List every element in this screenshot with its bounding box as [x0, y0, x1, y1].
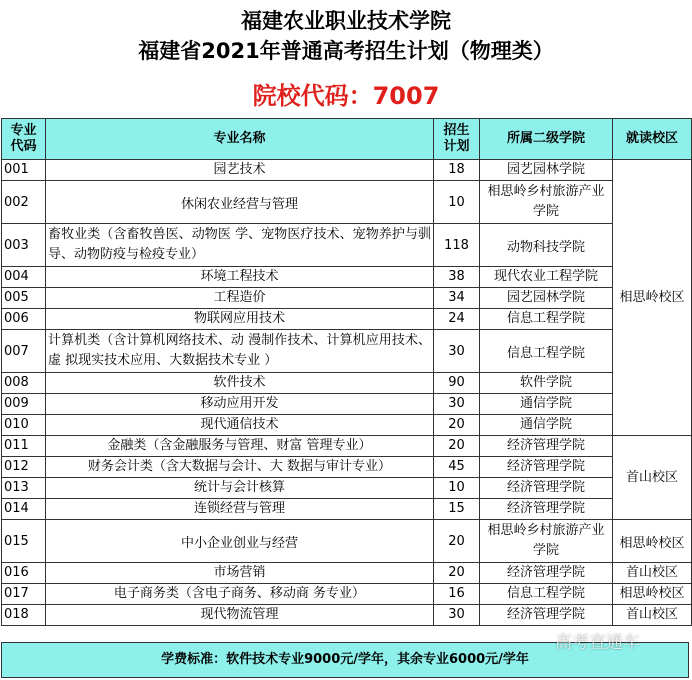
row-college: 信息工程学院	[480, 584, 613, 605]
row-code: 018	[2, 605, 46, 626]
table-row	[2, 309, 692, 330]
row-college: 相思岭乡村旅游产业学院	[480, 181, 613, 224]
row-quota: 18	[434, 160, 480, 181]
row-code: 015	[2, 520, 46, 563]
row-name: 现代物流管理	[46, 605, 434, 626]
row-quota: 38	[434, 267, 480, 288]
row-college: 信息工程学院	[480, 330, 613, 373]
row-name: 现代通信技术	[46, 415, 434, 436]
row-code: 004	[2, 267, 46, 288]
row-code: 011	[2, 436, 46, 457]
row-college: 经济管理学院	[480, 478, 613, 499]
row-code: 002	[2, 181, 46, 224]
header-college: 所属二级学院	[480, 119, 613, 160]
row-college: 通信学院	[480, 394, 613, 415]
table-row	[2, 181, 692, 224]
table-row	[2, 160, 692, 181]
row-quota: 30	[434, 330, 480, 373]
row-quota: 24	[434, 309, 480, 330]
table-row	[2, 415, 692, 436]
tuition-footer: 学费标准：软件技术专业9000元/学年，其余专业6000元/学年	[1, 642, 689, 678]
row-code: 010	[2, 415, 46, 436]
table-row	[2, 457, 692, 478]
row-code: 016	[2, 563, 46, 584]
row-quota: 15	[434, 499, 480, 520]
row-name: 环境工程技术	[46, 267, 434, 288]
row-college: 园艺园林学院	[480, 160, 613, 181]
row-name: 工程造价	[46, 288, 434, 309]
table-row	[2, 584, 692, 605]
table-row	[2, 563, 692, 584]
row-college: 动物科技学院	[480, 224, 613, 267]
campus-shoushan: 首山校区	[613, 605, 692, 626]
row-name: 软件技术	[46, 373, 434, 394]
table-row	[2, 499, 692, 520]
row-quota: 34	[434, 288, 480, 309]
title-block	[0, 0, 692, 76]
row-quota: 10	[434, 478, 480, 499]
row-name: 计算机类（含计算机网络技术、动 漫制作技术、计算机应用技术、虚 拟现实技术应用、大数据技术专业 ）	[46, 330, 434, 373]
row-college: 经济管理学院	[480, 563, 613, 584]
row-code: 012	[2, 457, 46, 478]
campus-xiangsiling: 相思岭校区	[613, 520, 692, 563]
row-quota: 118	[434, 224, 480, 267]
row-name: 中小企业创业与经营	[46, 520, 434, 563]
row-college: 经济管理学院	[480, 436, 613, 457]
row-name: 畜牧业类（含畜牧兽医、动物医 学、宠物医疗技术、宠物养护与驯 导、动物防疫与检疫专业）	[46, 224, 434, 267]
table-row	[2, 520, 692, 563]
row-code: 003	[2, 224, 46, 267]
row-college: 相思岭乡村旅游产业学院	[480, 520, 613, 563]
header-campus: 就读校区	[613, 119, 692, 160]
table-row	[2, 267, 692, 288]
row-college: 园艺园林学院	[480, 288, 613, 309]
row-quota: 20	[434, 563, 480, 584]
header-code: 专业 代码	[2, 119, 46, 160]
campus-xiangsiling: 相思岭校区	[613, 160, 692, 436]
row-college: 软件学院	[480, 373, 613, 394]
row-name: 休闲农业经营与管理	[46, 181, 434, 224]
row-quota: 30	[434, 394, 480, 415]
table-row	[2, 288, 692, 309]
row-code: 007	[2, 330, 46, 373]
enrollment-table	[1, 118, 692, 626]
row-quota: 16	[434, 584, 480, 605]
row-code: 013	[2, 478, 46, 499]
table-row	[2, 478, 692, 499]
row-code: 008	[2, 373, 46, 394]
row-name: 园艺技术	[46, 160, 434, 181]
row-quota: 45	[434, 457, 480, 478]
table-header-row	[2, 119, 692, 160]
row-college: 现代农业工程学院	[480, 267, 613, 288]
row-code: 009	[2, 394, 46, 415]
campus-xiangsiling: 相思岭校区	[613, 584, 692, 605]
row-code: 014	[2, 499, 46, 520]
row-code: 001	[2, 160, 46, 181]
row-college: 经济管理学院	[480, 499, 613, 520]
row-college: 经济管理学院	[480, 605, 613, 626]
title-plan: 福建省2021年普通高考招生计划（物理类）	[138, 39, 554, 63]
row-name: 财务会计类（含大数据与会计、大 数据与审计专业）	[46, 457, 434, 478]
row-quota: 20	[434, 520, 480, 563]
row-quota: 90	[434, 373, 480, 394]
row-name: 电子商务类（含电子商务、移动商 务专业）	[46, 584, 434, 605]
table-row	[2, 330, 692, 373]
row-college: 信息工程学院	[480, 309, 613, 330]
header-quota: 招生 计划	[434, 119, 480, 160]
title-school: 福建农业职业技术学院	[241, 9, 451, 33]
school-code: 院校代码：7007	[252, 82, 440, 110]
row-quota: 30	[434, 605, 480, 626]
row-name: 连锁经营与管理	[46, 499, 434, 520]
campus-shoushan: 首山校区	[613, 436, 692, 520]
row-quota: 20	[434, 436, 480, 457]
campus-shoushan: 首山校区	[613, 563, 692, 584]
watermark: 高考直通车	[555, 633, 640, 653]
table-row	[2, 605, 692, 626]
table-row	[2, 394, 692, 415]
row-name: 金融类（含金融服务与管理、财富 管理专业）	[46, 436, 434, 457]
header-name: 专业名称	[46, 119, 434, 160]
row-code: 006	[2, 309, 46, 330]
row-name: 移动应用开发	[46, 394, 434, 415]
table-row	[2, 436, 692, 457]
row-code: 005	[2, 288, 46, 309]
table-row	[2, 224, 692, 267]
row-code: 017	[2, 584, 46, 605]
row-college: 通信学院	[480, 415, 613, 436]
row-name: 物联网应用技术	[46, 309, 434, 330]
table-row	[2, 373, 692, 394]
row-name: 市场营销	[46, 563, 434, 584]
row-college: 经济管理学院	[480, 457, 613, 478]
row-quota: 10	[434, 181, 480, 224]
row-quota: 20	[434, 415, 480, 436]
row-name: 统计与会计核算	[46, 478, 434, 499]
